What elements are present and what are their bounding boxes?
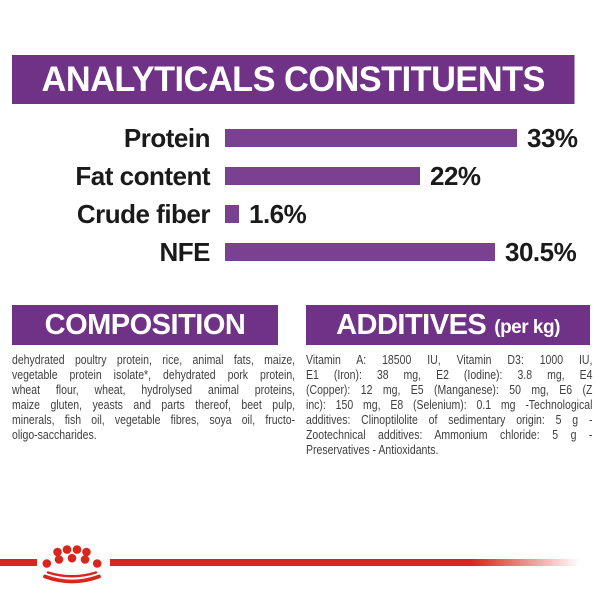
chart-bar [225, 205, 239, 223]
additives-text [306, 353, 592, 458]
chart-row [12, 119, 600, 157]
text-line: minerals, fish oil, vegetable fibres, soya oil, fructo- [12, 413, 296, 427]
text-line: maize gluten, yeasts and parts thereof, beet pulp, [12, 398, 296, 412]
additives-title: ADDITIVES [336, 308, 487, 341]
text-line: Zootechnical additives: Ammonium chloride: 5 g - [306, 428, 593, 442]
text-line: dehydrated poultry protein, rice, animal fats, maize, [12, 353, 296, 367]
footer-rule-left [0, 559, 37, 566]
analyticals-banner [12, 55, 575, 104]
chart-bar [225, 243, 495, 261]
text-line: E1 (Iron): 38 mg, E2 (Iodine): 3.8 mg, E4 [306, 368, 593, 382]
analyticals-title: ANALYTICALS CONSTITUENTS [41, 59, 545, 99]
text-line: Vitamin A: 18500 IU, Vitamin D3: 1000 IU, [306, 353, 593, 367]
chart-value-label: 33% [527, 122, 578, 153]
text-line: oligo-saccharides. [12, 428, 97, 442]
chart-category-label: Crude fiber [76, 198, 210, 229]
crown-dots [43, 545, 102, 568]
composition-text [12, 353, 295, 443]
composition-banner [12, 305, 278, 345]
chart-value-label: 30.5% [505, 236, 577, 267]
footer-rule-right [110, 559, 600, 566]
additives-banner [306, 305, 590, 345]
chart-row [12, 233, 600, 271]
chart-row [12, 195, 600, 233]
chart-category-label: NFE [159, 236, 210, 267]
chart-bar [225, 167, 420, 185]
additives-per-kg-label: (per kg) [494, 317, 560, 338]
text-line: wheat flour, wheat, hydrolysed animal proteins, [12, 383, 296, 397]
chart-category-label: Fat content [75, 160, 210, 191]
text-line: vegetable protein isolate*, dehydrated pork protein, [12, 368, 296, 382]
crown-base-arcs [45, 573, 99, 582]
text-line: (Copper): 12 mg, E5 (Manganese): 50 mg, E6 (Z [306, 383, 593, 397]
royal-canin-crown-icon [40, 545, 104, 587]
chart-bar [225, 129, 517, 147]
chart-value-label: 22% [430, 160, 481, 191]
text-line: additives: Clinoptilolite of sedimentary origin: 5 g - [306, 413, 593, 427]
composition-title: COMPOSITION [44, 308, 246, 341]
text-line: inc): 150 mg, E8 (Selenium): 0.1 mg -Technological [306, 398, 593, 412]
analyticals-bar-chart [12, 119, 600, 271]
chart-row [12, 157, 600, 195]
chart-category-label: Protein [123, 122, 210, 153]
text-line: Preservatives - Antioxidants. [306, 443, 439, 457]
chart-value-label: 1.6% [249, 198, 307, 229]
